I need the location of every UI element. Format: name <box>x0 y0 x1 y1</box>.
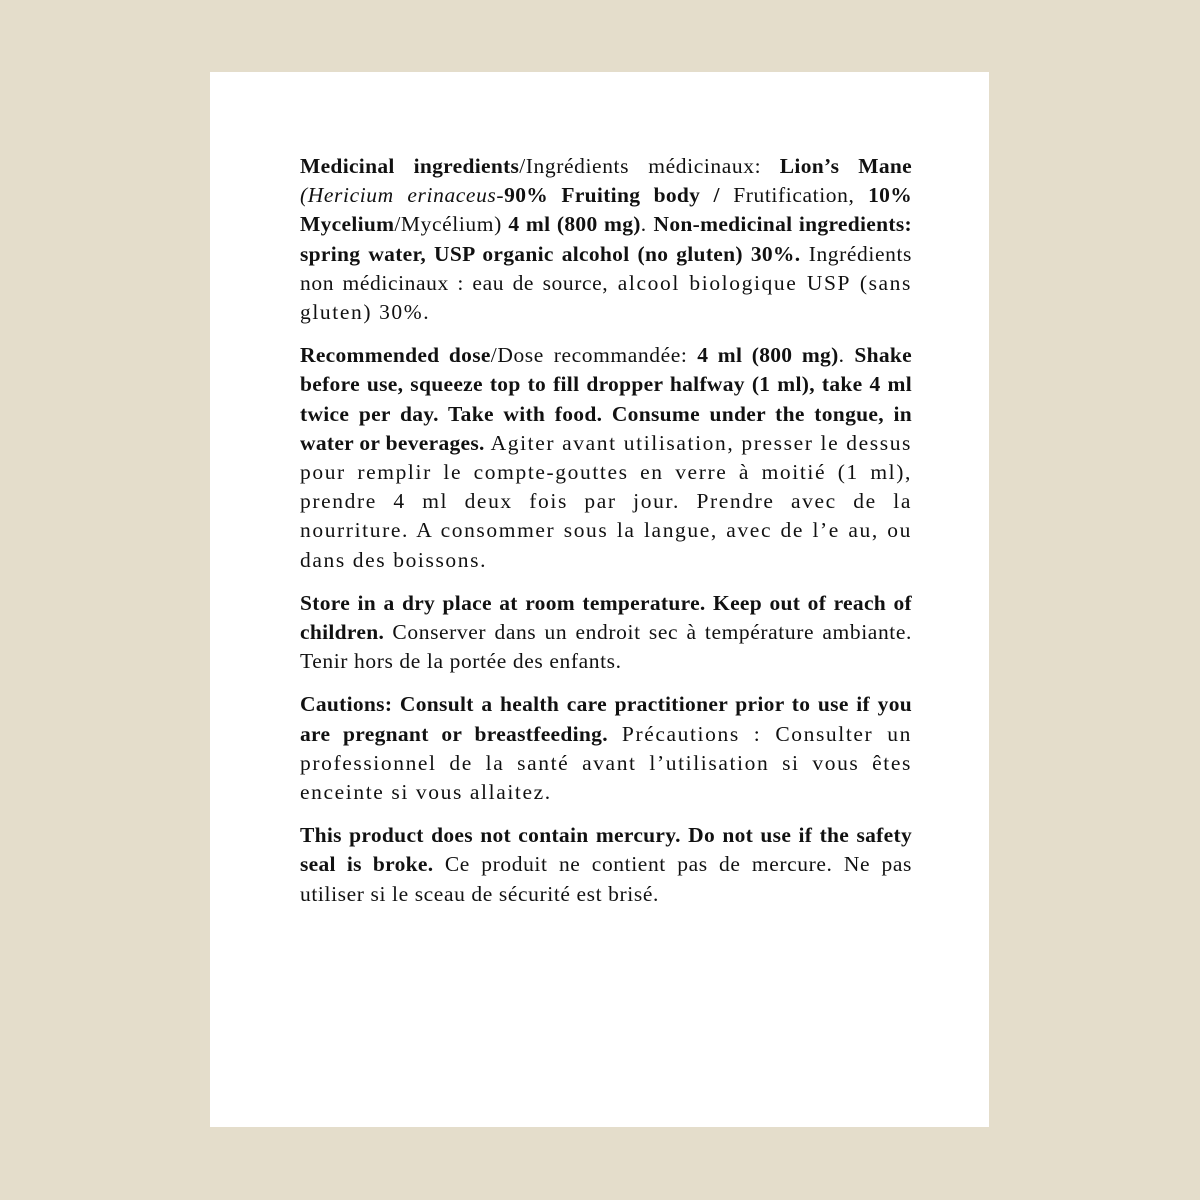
storage-paragraph <box>300 589 912 677</box>
dose-instructions-en: Shake before use, squeeze top to fill dropper halfway (1 ml), take 4 ml twice per day. Take with food. Consume under the tongue, in water or beverages. <box>300 343 912 455</box>
dose-amount: 4 ml (800 mg) <box>697 343 839 368</box>
dose-paragraph <box>300 341 912 575</box>
mercury-paragraph <box>300 821 912 909</box>
mycelium-fr: /Mycélium) <box>394 212 502 237</box>
ingredients-paragraph <box>300 152 912 327</box>
dose-heading-en: Recommended dose <box>300 343 491 368</box>
non-medicinal-en: Non-medicinal ingredients: spring water, USP organic alcohol (no gluten) 30%. <box>300 212 912 266</box>
ingredients-heading-fr: /Ingrédients médicinaux: <box>519 154 762 178</box>
ingredient-period: . <box>640 212 654 237</box>
ingredients-heading-en: Medicinal ingredients <box>300 154 520 178</box>
non-medicinal-fr-1: Ingrédients non médicinaux : eau de source, <box>300 241 913 295</box>
mercury-fr: Ce produit ne contient pas de mercure. Ne pas utiliser si le sceau de sécurité est brisé. <box>300 852 912 906</box>
cautions-paragraph <box>300 690 912 807</box>
product-label-card <box>210 72 989 1127</box>
storage-en: Store in a dry place at room temperature. Keep out of reach of children. <box>300 590 912 645</box>
ingredient-amount: 4 ml (800 mg) <box>501 212 641 237</box>
dose-instructions-fr: Agiter avant utilisation, presser le dessus pour remplir le compte-gouttes en verre à moitié (1 ml), prendre 4 ml deux fois par jour. Prendre avec de la nourriture. A consommer sous la langue, avec de l’e au, ou dans des boissons. <box>300 430 913 572</box>
dose-heading-fr: /Dose recommandée: <box>490 343 698 368</box>
storage-fr: Conserver dans un endroit sec à température ambiante. Tenir hors de la portée des enfants. <box>300 620 912 674</box>
dose-period: . <box>838 343 855 368</box>
fruiting-body-fr: Frutification, <box>733 183 869 208</box>
label-text-block <box>300 152 912 923</box>
cautions-fr: Précautions : Consulter un professionnel de la santé avant l’utilisation si vous êtes enceinte si vous allaitez. <box>300 721 912 805</box>
product-name: Lion’s Mane <box>779 154 912 178</box>
cautions-en: Cautions: Consult a health care practitioner prior to use if you are pregnant or breastfeeding. <box>300 692 912 746</box>
non-medicinal-fr-2: alcool biologique USP (sans gluten) 30%. <box>300 270 913 325</box>
mercury-en: This product does not contain mercury. Do not use if the safety seal is broke. <box>300 823 912 877</box>
mycelium-en: 10% Mycelium <box>300 183 912 237</box>
latin-name: (Hericium erinaceus- <box>300 183 505 208</box>
fruiting-body-en: 90% Fruiting body / <box>504 183 734 208</box>
